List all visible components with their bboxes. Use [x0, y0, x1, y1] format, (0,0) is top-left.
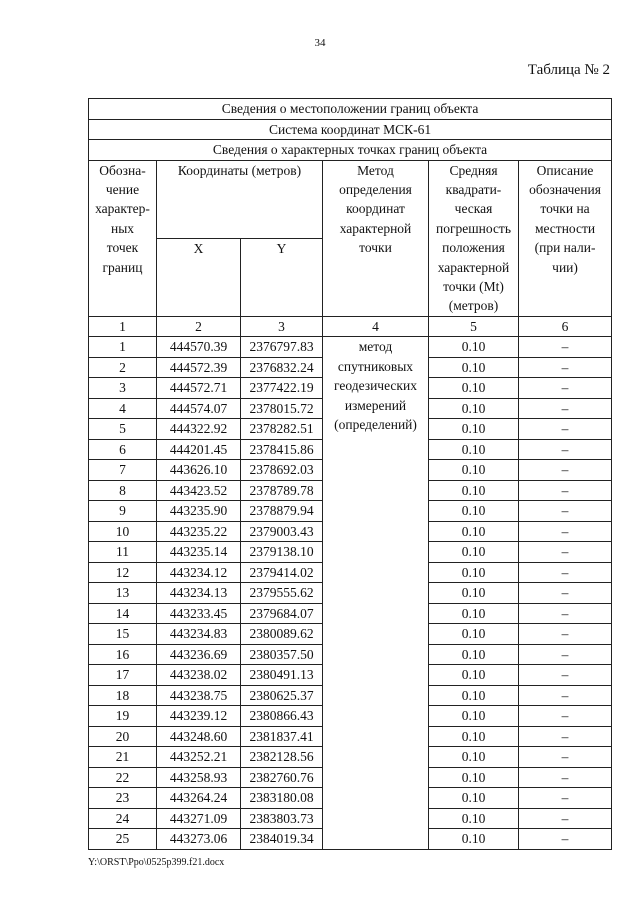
x-coordinate-cell: 443423.52: [157, 480, 241, 501]
method-cell: метод спутниковых геодезических измерений (определений): [323, 337, 429, 850]
y-coordinate-cell: 2384019.34: [241, 829, 323, 850]
point-number-cell: 15: [89, 624, 157, 645]
mt-value-cell: 0.10: [429, 542, 519, 563]
description-cell: –: [519, 829, 612, 850]
mt-value-cell: 0.10: [429, 419, 519, 440]
y-coordinate-cell: 2379414.02: [241, 562, 323, 583]
x-coordinate-cell: 443235.22: [157, 521, 241, 542]
mt-value-cell: 0.10: [429, 439, 519, 460]
x-coordinate-cell: 444572.71: [157, 378, 241, 399]
mt-value-cell: 0.10: [429, 829, 519, 850]
y-coordinate-cell: 2379138.10: [241, 542, 323, 563]
description-cell: –: [519, 439, 612, 460]
description-cell: –: [519, 480, 612, 501]
description-cell: –: [519, 603, 612, 624]
x-coordinate-cell: 444574.07: [157, 398, 241, 419]
column-number: 6: [519, 316, 612, 337]
mt-value-cell: 0.10: [429, 460, 519, 481]
table-title: Таблица № 2: [527, 62, 610, 78]
mt-value-cell: 0.10: [429, 808, 519, 829]
mt-value-cell: 0.10: [429, 521, 519, 542]
y-coordinate-cell: 2380357.50: [241, 644, 323, 665]
mt-value-cell: 0.10: [429, 562, 519, 583]
mt-value-cell: 0.10: [429, 583, 519, 604]
x-coordinate-cell: 443239.12: [157, 706, 241, 727]
point-number-cell: 4: [89, 398, 157, 419]
point-number-cell: 19: [89, 706, 157, 727]
point-number-cell: 2: [89, 357, 157, 378]
column-number: 4: [323, 316, 429, 337]
point-number-cell: 13: [89, 583, 157, 604]
mt-value-cell: 0.10: [429, 706, 519, 727]
description-cell: –: [519, 337, 612, 358]
description-cell: –: [519, 521, 612, 542]
x-coordinate-cell: 443238.75: [157, 685, 241, 706]
description-cell: –: [519, 419, 612, 440]
y-coordinate-cell: 2380089.62: [241, 624, 323, 645]
mt-value-cell: 0.10: [429, 665, 519, 686]
x-coordinate-cell: 444201.45: [157, 439, 241, 460]
footer-file-path: Y:\ORST\Ppo\0525p399.f21.docx: [88, 857, 225, 868]
y-coordinate-cell: 2381837.41: [241, 726, 323, 747]
y-coordinate-cell: 2376797.83: [241, 337, 323, 358]
point-number-cell: 3: [89, 378, 157, 399]
mt-value-cell: 0.10: [429, 747, 519, 768]
description-cell: –: [519, 624, 612, 645]
y-coordinate-cell: 2380491.13: [241, 665, 323, 686]
y-coordinate-cell: 2383180.08: [241, 788, 323, 809]
mt-value-cell: 0.10: [429, 644, 519, 665]
y-coordinate-cell: 2380866.43: [241, 706, 323, 727]
point-number-cell: 22: [89, 767, 157, 788]
y-coordinate-cell: 2379555.62: [241, 583, 323, 604]
description-cell: –: [519, 788, 612, 809]
x-coordinate-cell: 443234.83: [157, 624, 241, 645]
x-coordinate-cell: 443238.02: [157, 665, 241, 686]
y-coordinate-cell: 2377422.19: [241, 378, 323, 399]
x-coordinate-cell: 443233.45: [157, 603, 241, 624]
description-cell: –: [519, 542, 612, 563]
point-number-cell: 18: [89, 685, 157, 706]
mt-value-cell: 0.10: [429, 398, 519, 419]
table-row: [89, 337, 612, 358]
description-cell: –: [519, 644, 612, 665]
point-number-cell: 17: [89, 665, 157, 686]
x-coordinate-cell: 443258.93: [157, 767, 241, 788]
point-number-cell: 7: [89, 460, 157, 481]
point-number-cell: 24: [89, 808, 157, 829]
point-number-cell: 11: [89, 542, 157, 563]
mt-value-cell: 0.10: [429, 378, 519, 399]
description-cell: –: [519, 665, 612, 686]
x-coordinate-cell: 443273.06: [157, 829, 241, 850]
point-number-cell: 6: [89, 439, 157, 460]
y-coordinate-cell: 2382128.56: [241, 747, 323, 768]
column-header-y: Y: [241, 238, 323, 316]
point-number-cell: 1: [89, 337, 157, 358]
column-number: 3: [241, 316, 323, 337]
description-cell: –: [519, 726, 612, 747]
x-coordinate-cell: 443626.10: [157, 460, 241, 481]
description-cell: –: [519, 460, 612, 481]
mt-value-cell: 0.10: [429, 788, 519, 809]
point-number-cell: 5: [89, 419, 157, 440]
y-coordinate-cell: 2378282.51: [241, 419, 323, 440]
point-number-cell: 16: [89, 644, 157, 665]
x-coordinate-cell: 443236.69: [157, 644, 241, 665]
mt-value-cell: 0.10: [429, 480, 519, 501]
mt-value-cell: 0.10: [429, 685, 519, 706]
column-number: 5: [429, 316, 519, 337]
column-header-method: Метод определения координат характерной точки: [323, 160, 429, 316]
point-number-cell: 9: [89, 501, 157, 522]
x-coordinate-cell: 443264.24: [157, 788, 241, 809]
y-coordinate-cell: 2378789.78: [241, 480, 323, 501]
y-coordinate-cell: 2378692.03: [241, 460, 323, 481]
y-coordinate-cell: 2383803.73: [241, 808, 323, 829]
x-coordinate-cell: 443248.60: [157, 726, 241, 747]
x-coordinate-cell: 443252.21: [157, 747, 241, 768]
coordinates-table: [88, 98, 612, 850]
y-coordinate-cell: 2382760.76: [241, 767, 323, 788]
y-coordinate-cell: 2378879.94: [241, 501, 323, 522]
point-number-cell: 25: [89, 829, 157, 850]
y-coordinate-cell: 2376832.24: [241, 357, 323, 378]
y-coordinate-cell: 2378015.72: [241, 398, 323, 419]
header-points-info: Сведения о характерных точках границ объекта: [89, 140, 612, 161]
mt-value-cell: 0.10: [429, 501, 519, 522]
description-cell: –: [519, 378, 612, 399]
point-number-cell: 8: [89, 480, 157, 501]
y-coordinate-cell: 2380625.37: [241, 685, 323, 706]
y-coordinate-cell: 2379684.07: [241, 603, 323, 624]
description-cell: –: [519, 706, 612, 727]
description-cell: –: [519, 562, 612, 583]
column-header-mt: Средняя квадрати- ческая погрешность положения характерной точки (Mt) (метров): [429, 160, 519, 316]
x-coordinate-cell: 444572.39: [157, 357, 241, 378]
column-number: 2: [157, 316, 241, 337]
description-cell: –: [519, 747, 612, 768]
mt-value-cell: 0.10: [429, 726, 519, 747]
x-coordinate-cell: 443234.12: [157, 562, 241, 583]
mt-value-cell: 0.10: [429, 357, 519, 378]
point-number-cell: 20: [89, 726, 157, 747]
x-coordinate-cell: 443235.14: [157, 542, 241, 563]
header-location: Сведения о местоположении границ объекта: [89, 99, 612, 120]
mt-value-cell: 0.10: [429, 767, 519, 788]
point-number-cell: 21: [89, 747, 157, 768]
description-cell: –: [519, 583, 612, 604]
x-coordinate-cell: 443235.90: [157, 501, 241, 522]
description-cell: –: [519, 767, 612, 788]
point-number-cell: 23: [89, 788, 157, 809]
page-number: 34: [314, 37, 326, 49]
mt-value-cell: 0.10: [429, 337, 519, 358]
x-coordinate-cell: 444322.92: [157, 419, 241, 440]
mt-value-cell: 0.10: [429, 603, 519, 624]
mt-value-cell: 0.10: [429, 624, 519, 645]
column-header-point-id: Обозна- чение характер- ных точек границ: [89, 160, 157, 316]
x-coordinate-cell: 443234.13: [157, 583, 241, 604]
y-coordinate-cell: 2378415.86: [241, 439, 323, 460]
description-cell: –: [519, 398, 612, 419]
y-coordinate-cell: 2379003.43: [241, 521, 323, 542]
point-number-cell: 14: [89, 603, 157, 624]
description-cell: –: [519, 685, 612, 706]
description-cell: –: [519, 357, 612, 378]
x-coordinate-cell: 443271.09: [157, 808, 241, 829]
column-number: 1: [89, 316, 157, 337]
description-cell: –: [519, 501, 612, 522]
point-number-cell: 12: [89, 562, 157, 583]
header-coordinate-system: Система координат МСК-61: [89, 119, 612, 140]
column-header-x: X: [157, 238, 241, 316]
description-cell: –: [519, 808, 612, 829]
point-number-cell: 10: [89, 521, 157, 542]
x-coordinate-cell: 444570.39: [157, 337, 241, 358]
column-header-description: Описание обозначения точки на местности (при нали- чии): [519, 160, 612, 316]
column-header-coordinates: Координаты (метров): [157, 160, 323, 238]
